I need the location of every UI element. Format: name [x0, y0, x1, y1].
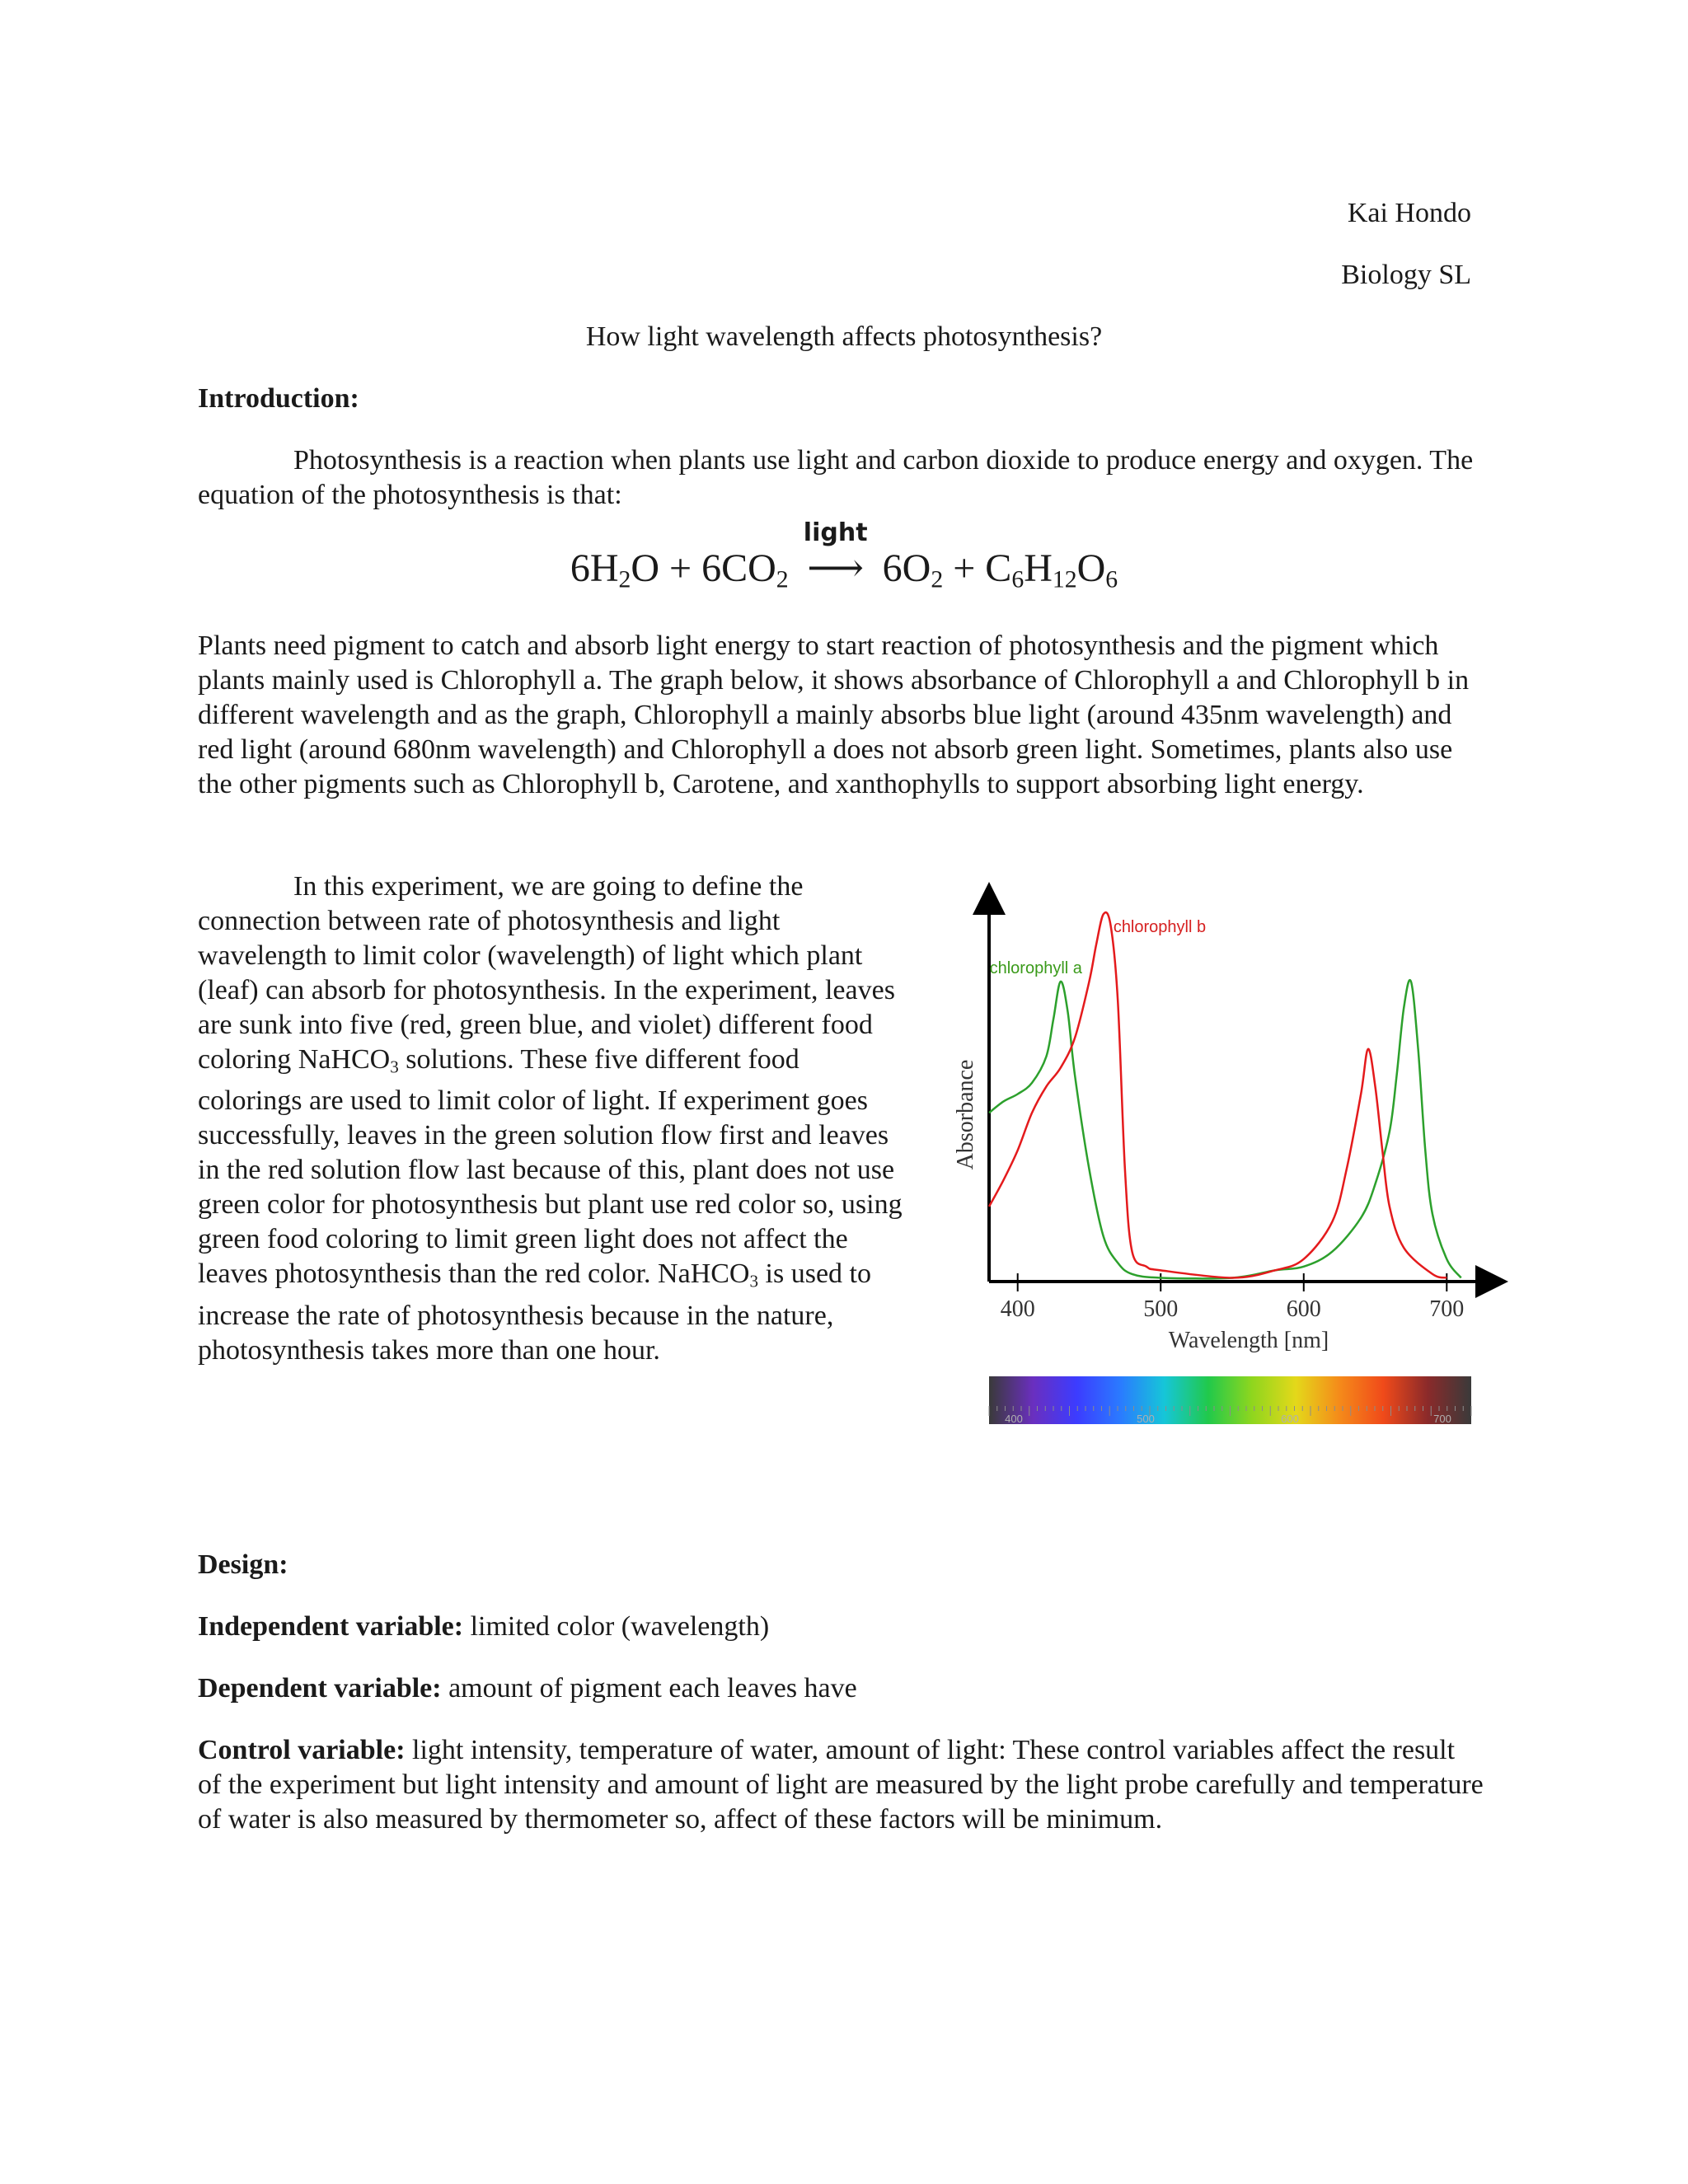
author-name: Kai Hondo [1347, 198, 1471, 228]
dependent-variable-label: Dependent variable: [198, 1673, 442, 1704]
dependent-variable [198, 1671, 857, 1706]
intro-paragraph-2: Plants need pigment to catch and absorb light energy to start reaction of photosynthesis and the pigment which plants mainly used is Chlorophyll a. The graph below, it shows absorbance of Chlorophyll a and Chlorophyll b in different wavelength and as the graph, Chlorophyll a mainly absorbs blue light (around 435nm wavelength) and red light (around 680nm wavelength) and Chlorophyll a does not absorb green light. Sometimes, plants also use the other pigments such as Chlorophyll b, Carotene, and xanthophylls to support absorbing light energy. [198, 630, 1470, 799]
eq-right-c: H [1024, 546, 1053, 590]
x-tick-label: 700 [1429, 1296, 1465, 1322]
p3-part-b: solutions. These five different food colorings are used to limit color of light. If experiment goes successfully, leaves in the green solution flow first and leaves in the red solution flow last because of this, plant does not use green color for photosynthesis but plant use red color so, using green food coloring to limit green light does not affect the leaves photosynthesis than the red color. NaHCO [198, 1044, 903, 1290]
intro-paragraph-3 [198, 869, 907, 1368]
control-variable-label: Control variable: [198, 1735, 406, 1765]
independent-variable-label: Independent variable: [198, 1611, 464, 1642]
control-variable [198, 1733, 1484, 1837]
eq-right-c-sub: 12 [1052, 565, 1077, 593]
eq-right-a: 6O [882, 546, 931, 590]
spectrum-tick-label: 600 [1281, 1413, 1299, 1425]
control-variable-text: light intensity, temperature of water, amount of light: These control variables affect the result of the experiment but light intensity and amount of light are measured by the light probe carefully and temperature of water is also measured by thermometer so, affect of these factors will be minimum. [198, 1735, 1484, 1835]
independent-variable [198, 1610, 769, 1644]
eq-left-a-sub: 2 [618, 565, 631, 593]
photosynthesis-equation [0, 518, 1688, 604]
independent-variable-text: limited color (wavelength) [463, 1611, 770, 1642]
absorbance-chart [948, 882, 1508, 1442]
design-heading: Design: [198, 1549, 288, 1580]
x-axis-label: Wavelength [nm] [1168, 1328, 1329, 1353]
series-label-chlorophyll-b: chlorophyll b [1113, 918, 1207, 937]
dependent-variable-text: amount of pigment each leaves have [441, 1673, 857, 1704]
p3-part-a: In this experiment, we are going to define the connection between rate of photosynthesis and light wavelength to limit color (wavelength) of light which plant (leaf) can absorb for photosynthesis. In the experiment, leaves are sunk into five (red, green blue, and violet) different food coloring NaHCO [198, 871, 895, 1075]
spectrum-tick-label: 500 [1137, 1413, 1155, 1425]
eq-right-a-sub: 2 [931, 565, 944, 593]
p3-part-c: is used to increase the rate of photosynthesis because in the nature, photosynthesis takes more than one hour. [198, 1258, 871, 1366]
arrow-label: light [803, 518, 868, 547]
series-line-chlorophyll-a [989, 980, 1461, 1278]
eq-right-d: O [1076, 546, 1106, 590]
spectrum-tick-label: 700 [1433, 1413, 1451, 1425]
eq-left-a: 6H [570, 546, 619, 590]
course-name: Biology SL [1341, 260, 1471, 290]
absorbance-chart-svg [948, 882, 1508, 1442]
series-label-chlorophyll-a: chlorophyll a [989, 959, 1082, 977]
eq-left-b: O + 6CO [631, 546, 776, 590]
y-axis-label: Absorbance [953, 1059, 978, 1170]
reaction-arrow [799, 518, 873, 593]
x-tick-label: 400 [1000, 1296, 1035, 1322]
spectrum-tick-label: 400 [1005, 1413, 1023, 1425]
intro-paragraph-1: Photosynthesis is a reaction when plants use light and carbon dioxide to produce energy and oxygen. The equation of the photosynthesis is that: [198, 445, 1474, 510]
eq-right-b: + C [943, 546, 1012, 590]
p3-sub-2: 3 [749, 1271, 759, 1291]
x-tick-label: 600 [1286, 1296, 1321, 1322]
eq-right-d-sub: 6 [1105, 565, 1118, 593]
document-title: How light wavelength affects photosynthesis? [585, 321, 1103, 352]
eq-right-b-sub: 6 [1011, 565, 1025, 593]
introduction-heading: Introduction: [198, 383, 359, 414]
x-tick-label: 500 [1143, 1296, 1179, 1322]
spectrum-bar [989, 1376, 1471, 1424]
p3-sub-1: 3 [390, 1057, 399, 1077]
arrow-glyph: ⟶ [807, 546, 865, 590]
eq-left-b-sub: 2 [776, 565, 789, 593]
